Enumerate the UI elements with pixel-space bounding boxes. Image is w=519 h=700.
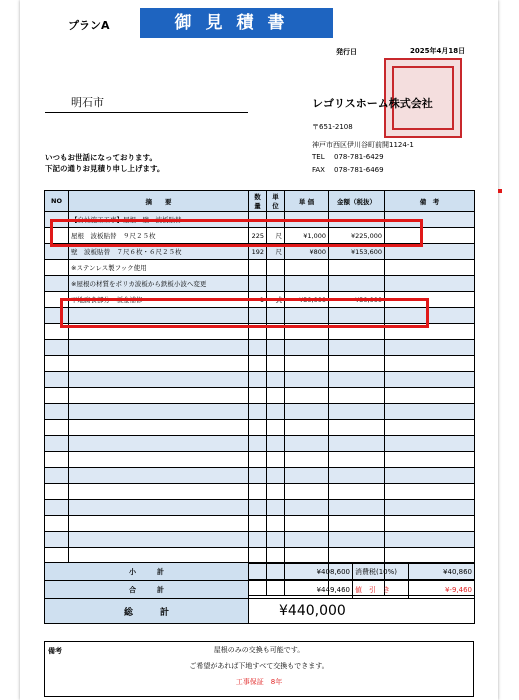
empty-cell bbox=[45, 452, 69, 468]
empty-cell bbox=[285, 404, 329, 420]
empty-cell bbox=[385, 404, 475, 420]
grand-total-label: 総 計 bbox=[45, 599, 249, 624]
estimate-table bbox=[44, 190, 475, 596]
empty-cell bbox=[385, 500, 475, 516]
empty-cell bbox=[285, 388, 329, 404]
empty-cell bbox=[285, 452, 329, 468]
empty-cell bbox=[329, 356, 385, 372]
empty-cell bbox=[267, 388, 285, 404]
marker-dot bbox=[498, 189, 502, 193]
cell-no bbox=[45, 276, 69, 292]
greeting bbox=[45, 152, 164, 174]
empty-cell bbox=[69, 468, 249, 484]
empty-cell bbox=[249, 356, 267, 372]
empty-cell bbox=[69, 372, 249, 388]
empty-cell bbox=[249, 372, 267, 388]
cell-qty: 192 bbox=[249, 244, 267, 260]
empty-cell bbox=[45, 388, 69, 404]
table-header-row bbox=[45, 191, 475, 212]
empty-cell bbox=[69, 436, 249, 452]
empty-cell bbox=[385, 516, 475, 532]
table-row-empty bbox=[45, 468, 475, 484]
table-row-empty bbox=[45, 532, 475, 548]
empty-cell bbox=[69, 516, 249, 532]
empty-cell bbox=[45, 468, 69, 484]
table-row bbox=[45, 260, 475, 276]
col-header-note: 備 考 bbox=[385, 191, 475, 212]
empty-cell bbox=[385, 356, 475, 372]
col-header-price: 単 価 bbox=[285, 191, 329, 212]
empty-cell bbox=[285, 500, 329, 516]
tax-value: ¥40,860 bbox=[409, 563, 475, 581]
empty-cell bbox=[329, 420, 385, 436]
empty-cell bbox=[385, 532, 475, 548]
empty-cell bbox=[249, 404, 267, 420]
empty-cell bbox=[385, 388, 475, 404]
empty-cell bbox=[69, 356, 249, 372]
cell-desc: 屋根 波板貼替 ９尺２５枚 bbox=[69, 228, 249, 244]
table-row-empty bbox=[45, 356, 475, 372]
empty-cell bbox=[69, 484, 249, 500]
table-row-empty bbox=[45, 420, 475, 436]
subtotal-row bbox=[45, 563, 475, 581]
col-header-amount: 金額（税抜） bbox=[329, 191, 385, 212]
table-row-empty bbox=[45, 484, 475, 500]
empty-cell bbox=[267, 500, 285, 516]
empty-cell bbox=[267, 452, 285, 468]
col-header-desc: 摘 要 bbox=[69, 191, 249, 212]
table-row-empty bbox=[45, 500, 475, 516]
greeting-line: 下記の通りお見積り申し上げます。 bbox=[45, 164, 165, 173]
empty-cell bbox=[385, 468, 475, 484]
empty-cell bbox=[45, 404, 69, 420]
table-row-empty bbox=[45, 452, 475, 468]
empty-cell bbox=[69, 404, 249, 420]
company-tel: 078-781-6429 bbox=[334, 153, 384, 161]
cell-amount bbox=[329, 260, 385, 276]
empty-cell bbox=[285, 372, 329, 388]
empty-cell bbox=[45, 420, 69, 436]
company-tel-label: TEL bbox=[312, 153, 325, 161]
col-header-qty: 数 量 bbox=[249, 191, 267, 212]
cell-desc: ※ステンレス製フック使用 bbox=[69, 260, 249, 276]
grand-total-row bbox=[45, 599, 475, 624]
company-fax: 078-781-6469 bbox=[334, 166, 384, 174]
empty-cell bbox=[385, 436, 475, 452]
empty-cell bbox=[285, 420, 329, 436]
col-header-no: NO bbox=[45, 191, 69, 212]
cell-qty: 1 bbox=[249, 292, 267, 308]
col-header-unit: 単 位 bbox=[267, 191, 285, 212]
cell-amount: ¥225,000 bbox=[329, 228, 385, 244]
empty-cell bbox=[329, 388, 385, 404]
empty-cell bbox=[329, 500, 385, 516]
empty-cell bbox=[329, 340, 385, 356]
cell-unit: 式 bbox=[267, 292, 285, 308]
cell-qty bbox=[249, 276, 267, 292]
cell-price bbox=[285, 260, 329, 276]
empty-cell bbox=[329, 372, 385, 388]
empty-cell bbox=[249, 388, 267, 404]
empty-cell bbox=[45, 372, 69, 388]
document-title: 御見積書 bbox=[140, 8, 333, 38]
empty-cell bbox=[267, 420, 285, 436]
empty-cell bbox=[329, 532, 385, 548]
empty-cell bbox=[45, 340, 69, 356]
company-address: 神戸市西区伊川谷町前開1124-1 bbox=[312, 141, 414, 149]
cell-desc: 【自社施工工事】屋根・壁 波板貼替 bbox=[69, 212, 249, 228]
empty-cell bbox=[285, 340, 329, 356]
empty-cell bbox=[69, 452, 249, 468]
empty-cell bbox=[267, 356, 285, 372]
cell-price: ¥1,000 bbox=[285, 228, 329, 244]
empty-cell bbox=[285, 436, 329, 452]
empty-cell bbox=[249, 452, 267, 468]
empty-cell bbox=[267, 436, 285, 452]
cell-amount: ¥30,000 bbox=[329, 292, 385, 308]
empty-cell bbox=[285, 484, 329, 500]
empty-cell bbox=[267, 532, 285, 548]
table-row-empty bbox=[45, 436, 475, 452]
company-name: レゴリスホーム株式会社 bbox=[312, 97, 433, 110]
cell-price: ¥30,000 bbox=[285, 292, 329, 308]
empty-cell bbox=[69, 532, 249, 548]
empty-cell bbox=[385, 372, 475, 388]
empty-cell bbox=[329, 452, 385, 468]
plan-label: プランA bbox=[68, 19, 110, 32]
empty-cell bbox=[45, 500, 69, 516]
subtotal-value: ¥408,600 bbox=[249, 563, 353, 581]
empty-cell bbox=[249, 532, 267, 548]
warranty-note: 工事保証 8年 bbox=[235, 678, 283, 686]
empty-cell bbox=[329, 484, 385, 500]
empty-cell bbox=[249, 420, 267, 436]
empty-cell bbox=[267, 468, 285, 484]
empty-cell bbox=[267, 484, 285, 500]
empty-cell bbox=[45, 356, 69, 372]
table-row-empty bbox=[45, 388, 475, 404]
company-fax-label: FAX bbox=[312, 166, 325, 174]
cell-note bbox=[385, 260, 475, 276]
cell-desc: ※屋根の材質をポリカ波板から鉄板小波へ変更 bbox=[69, 276, 249, 292]
cell-amount: ¥153,600 bbox=[329, 244, 385, 260]
highlight-box-repair bbox=[60, 298, 429, 328]
discount-value: ¥-9,460 bbox=[409, 581, 475, 599]
tax-label: 消費税(10%) bbox=[353, 563, 409, 581]
empty-cell bbox=[385, 484, 475, 500]
cell-unit bbox=[267, 260, 285, 276]
empty-cell bbox=[45, 436, 69, 452]
empty-cell bbox=[329, 436, 385, 452]
empty-cell bbox=[385, 452, 475, 468]
empty-cell bbox=[45, 532, 69, 548]
table-row-empty bbox=[45, 372, 475, 388]
total-row bbox=[45, 581, 475, 599]
empty-cell bbox=[45, 484, 69, 500]
empty-cell bbox=[249, 436, 267, 452]
table-row bbox=[45, 276, 475, 292]
empty-cell bbox=[285, 356, 329, 372]
company-zip: 〒651-2108 bbox=[312, 123, 353, 131]
empty-cell bbox=[249, 484, 267, 500]
empty-cell bbox=[267, 404, 285, 420]
empty-cell bbox=[329, 516, 385, 532]
discount-label: 値 引 き bbox=[353, 581, 409, 599]
empty-cell bbox=[45, 516, 69, 532]
greeting-line: いつもお世話になっております。 bbox=[45, 153, 157, 162]
remarks-box bbox=[44, 641, 474, 697]
issue-date: 2025年4月18日 bbox=[410, 47, 466, 55]
cell-note bbox=[385, 276, 475, 292]
empty-cell bbox=[285, 468, 329, 484]
empty-cell bbox=[69, 388, 249, 404]
subtotal-label: 小 計 bbox=[45, 563, 249, 581]
table-row-empty bbox=[45, 516, 475, 532]
empty-cell bbox=[329, 468, 385, 484]
empty-cell bbox=[249, 500, 267, 516]
empty-cell bbox=[249, 340, 267, 356]
cell-no bbox=[45, 260, 69, 276]
empty-cell bbox=[69, 420, 249, 436]
empty-cell bbox=[385, 340, 475, 356]
grand-total-value: ¥440,000 bbox=[249, 599, 475, 624]
cell-qty bbox=[249, 260, 267, 276]
issue-date-label: 発行日 bbox=[336, 48, 357, 56]
empty-cell bbox=[249, 468, 267, 484]
table-row-empty bbox=[45, 404, 475, 420]
empty-cell bbox=[285, 532, 329, 548]
cell-desc: 下地腐食部分 板金補修 bbox=[69, 292, 249, 308]
empty-cell bbox=[285, 516, 329, 532]
total-value: ¥449,460 bbox=[249, 581, 353, 599]
cell-qty: 225 bbox=[249, 228, 267, 244]
cell-desc: 壁 波板貼替 ７尺６枚・６尺２５枚 bbox=[69, 244, 249, 260]
table-row-empty bbox=[45, 340, 475, 356]
empty-cell bbox=[69, 340, 249, 356]
remarks-label: 備考 bbox=[48, 647, 62, 655]
remarks-line: 屋根のみの交換も可能です。 bbox=[213, 646, 305, 654]
highlight-box-roof bbox=[50, 219, 423, 247]
client-name: 明石市 bbox=[45, 94, 248, 113]
cell-unit: 尺 bbox=[267, 228, 285, 244]
cell-price: ¥800 bbox=[285, 244, 329, 260]
empty-cell bbox=[267, 372, 285, 388]
cell-price bbox=[285, 276, 329, 292]
cell-amount bbox=[329, 276, 385, 292]
cell-unit bbox=[267, 276, 285, 292]
empty-cell bbox=[329, 404, 385, 420]
empty-cell bbox=[69, 500, 249, 516]
cell-unit: 尺 bbox=[267, 244, 285, 260]
empty-cell bbox=[267, 340, 285, 356]
empty-cell bbox=[249, 516, 267, 532]
total-label: 合 計 bbox=[45, 581, 249, 599]
remarks-line: ご希望があれば下地すべて交換もできます。 bbox=[189, 662, 329, 670]
empty-cell bbox=[385, 420, 475, 436]
empty-cell bbox=[267, 516, 285, 532]
summary-table bbox=[44, 562, 475, 624]
